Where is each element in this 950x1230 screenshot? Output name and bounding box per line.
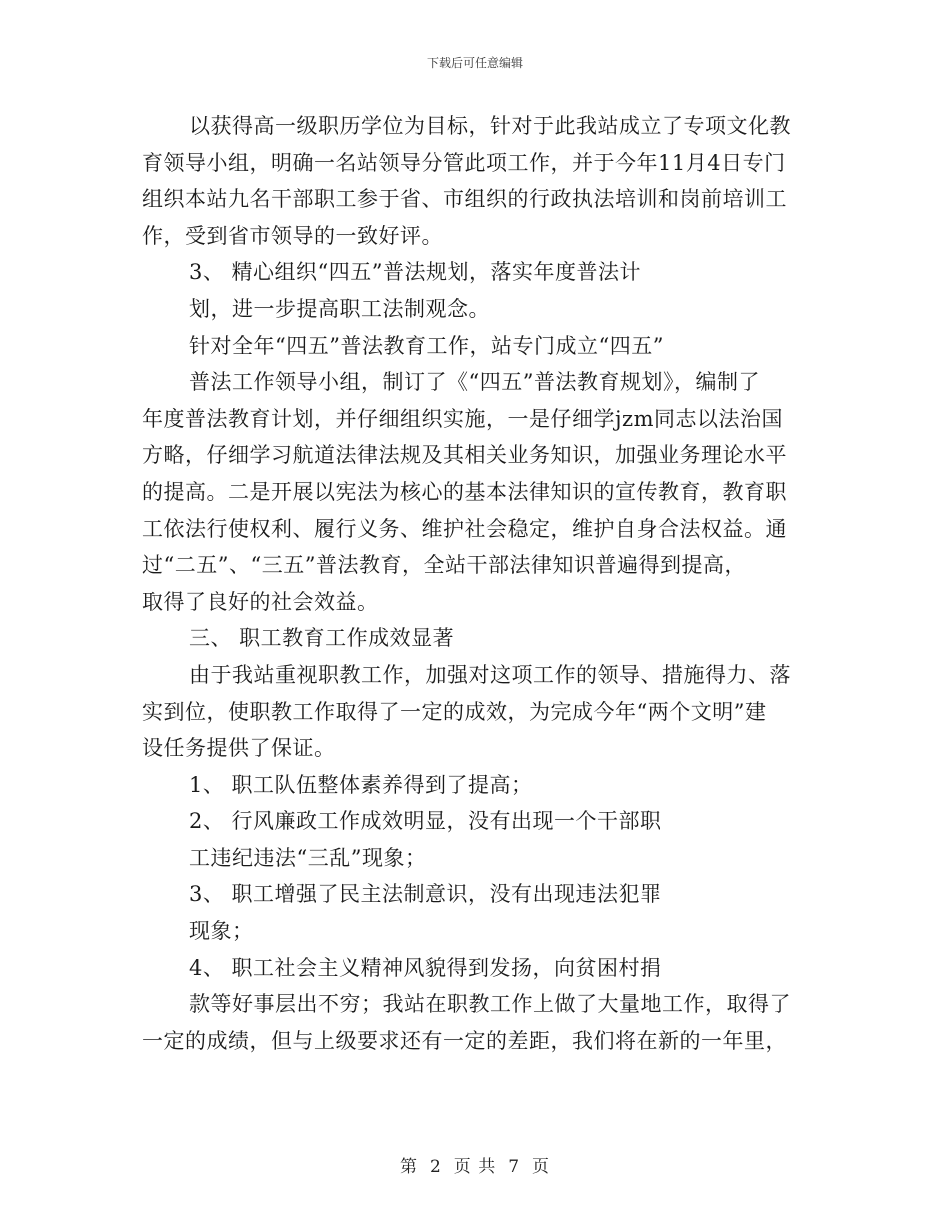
text-line: 三、 职工教育工作成效显著 xyxy=(189,626,455,651)
text-line: 实到位，使职教工作取得了一定的成效，为完成今年“两个文明”建 xyxy=(142,699,767,724)
text-line: 2、 行风廉政工作成效明显，没有出现一个干部职 xyxy=(189,809,662,834)
text-line: 方略，仔细学习航道法律法规及其相关业务知识，加强业务理论水平 xyxy=(142,443,787,468)
text-line: 育领导小组，明确一名站领导分管此项工作，并于今年11月4日专门 xyxy=(142,150,786,175)
text-line: 设任务提供了保证。 xyxy=(142,736,336,761)
text-line: 年度普法教育计划，并仔细组织实施，一是仔细学jzm同志以法治国 xyxy=(142,406,783,431)
text-line: 3、 精心组织“四五”普法规划，落实年度普法计 xyxy=(189,260,642,285)
text-line: 作，受到省市领导的一致好评。 xyxy=(142,223,443,248)
text-line: 款等好事层出不穷；我站在职教工作上做了大量地工作，取得了 xyxy=(189,992,791,1017)
page-header: 下载后可任意编辑 xyxy=(426,56,523,70)
text-line: 针对全年“四五”普法教育工作，站专门成立“四五” xyxy=(189,333,664,358)
text-line: 的提高。二是开展以宪法为核心的基本法律知识的宣传教育，教育职 xyxy=(142,479,787,504)
text-line: 现象； xyxy=(189,919,254,944)
text-line: 以获得高一级职历学位为目标，针对于此我站成立了专项文化教 xyxy=(189,114,791,138)
text-line: 一定的成绩，但与上级要求还有一定的差距，我们将在新的一年里， xyxy=(142,1028,787,1053)
footer-page-number: 2 xyxy=(429,1157,442,1177)
text-line: 3、 职工增强了民主法制意识，没有出现违法犯罪 xyxy=(189,882,662,907)
text-line: 划，进一步提高职工法制观念。 xyxy=(189,296,490,321)
text-line: 4、 职工社会主义精神风貌得到发扬，向贫困村捐 xyxy=(189,955,662,980)
footer-middle: 页 共 xyxy=(453,1157,497,1177)
text-line: 组织本站九名干部职工参于省、市组织的行政执法培训和岗前培训工 xyxy=(142,187,787,212)
page-footer xyxy=(0,1152,950,1177)
footer-prefix: 第 xyxy=(399,1157,418,1177)
footer-total-pages: 7 xyxy=(508,1157,521,1177)
text-line: 工违纪违法“三乱”现象； xyxy=(189,845,427,870)
document-body xyxy=(142,108,802,1059)
text-line: 取得了良好的社会效益。 xyxy=(142,589,379,614)
text-line: 工依法行使权利、履行义务、维护社会稳定，维护自身合法权益。通 xyxy=(142,516,787,541)
footer-suffix: 页 xyxy=(532,1157,551,1177)
text-line: 由于我站重视职教工作，加强对这项工作的领导、措施得力、落 xyxy=(189,662,791,687)
text-line: 1、 职工队伍整体素养得到了提高； xyxy=(189,772,533,797)
text-line: 普法工作领导小组，制订了《“四五”普法教育规划》，编制了 xyxy=(189,370,760,395)
text-line: 过“二五”、“三五”普法教育，全站干部法律知识普遍得到提高， xyxy=(142,553,746,578)
